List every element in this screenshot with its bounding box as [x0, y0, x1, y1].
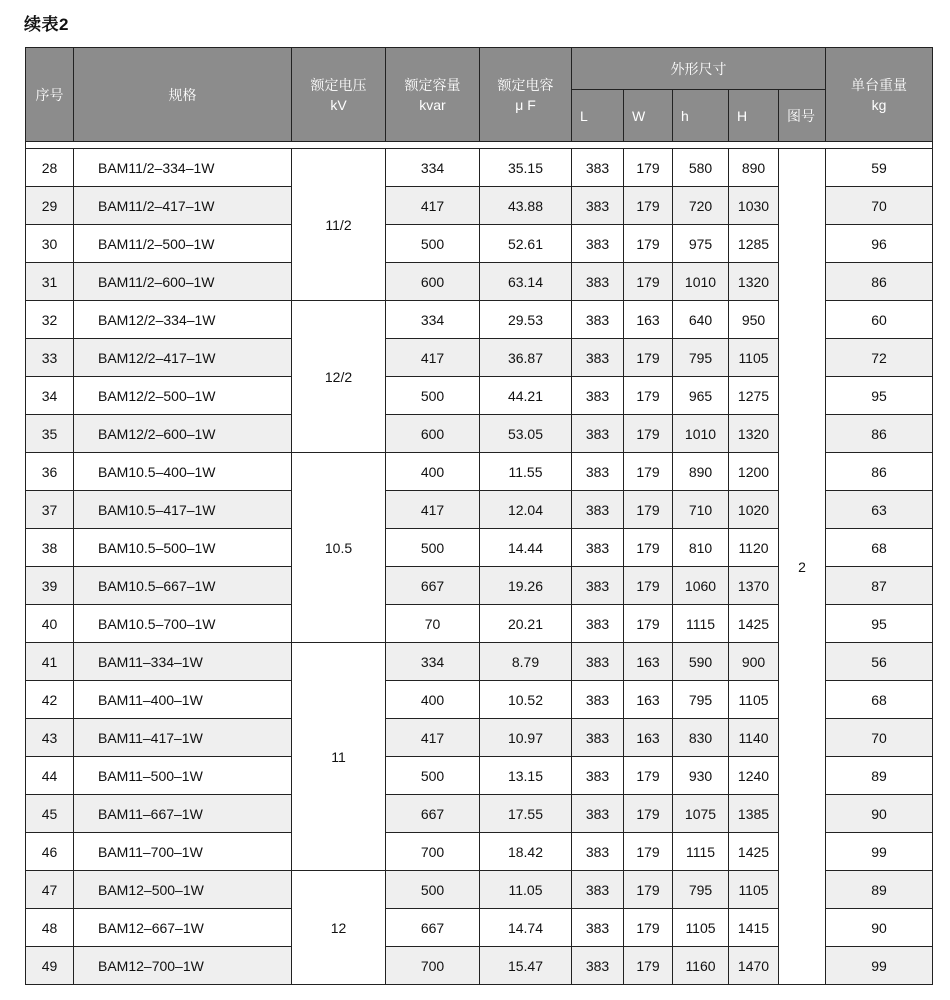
cell-spec: BAM11–667–1W [74, 795, 292, 833]
cell-seq: 33 [26, 339, 74, 377]
cell-uf: 11.55 [480, 453, 572, 491]
cell-seq: 30 [26, 225, 74, 263]
cell-kvar: 400 [386, 681, 480, 719]
header-voltage [292, 48, 386, 142]
cell-L: 383 [572, 909, 624, 947]
cell-W: 179 [624, 491, 673, 529]
cell-L: 383 [572, 947, 624, 985]
cell-weight: 90 [826, 795, 933, 833]
cell-H: 1140 [729, 719, 779, 757]
cell-L: 383 [572, 757, 624, 795]
cell-uf: 35.15 [480, 149, 572, 187]
cell-uf: 15.47 [480, 947, 572, 985]
cell-weight: 90 [826, 909, 933, 947]
cell-kvar: 70 [386, 605, 480, 643]
header-capacitance-unit: μ F [515, 96, 536, 113]
cell-weight: 56 [826, 643, 933, 681]
cell-h: 1075 [673, 795, 729, 833]
cell-H: 1240 [729, 757, 779, 795]
cell-spec: BAM10.5–700–1W [74, 605, 292, 643]
cell-uf: 14.44 [480, 529, 572, 567]
cell-h: 1010 [673, 415, 729, 453]
header-W: W [624, 90, 673, 142]
spec-table [25, 47, 933, 985]
cell-seq: 28 [26, 149, 74, 187]
cell-h: 1060 [673, 567, 729, 605]
cell-weight: 70 [826, 719, 933, 757]
cell-L: 383 [572, 263, 624, 301]
cell-h: 830 [673, 719, 729, 757]
cell-kvar: 334 [386, 643, 480, 681]
cell-spec: BAM12–700–1W [74, 947, 292, 985]
cell-figure-number: 2 [779, 149, 826, 985]
cell-h: 710 [673, 491, 729, 529]
cell-W: 179 [624, 833, 673, 871]
cell-W: 163 [624, 719, 673, 757]
cell-seq: 35 [26, 415, 74, 453]
cell-spec: BAM10.5–667–1W [74, 567, 292, 605]
header-weight [826, 48, 933, 142]
cell-h: 1115 [673, 833, 729, 871]
cell-h: 590 [673, 643, 729, 681]
header-capacitance [480, 48, 572, 142]
cell-kvar: 600 [386, 263, 480, 301]
table-body [26, 149, 933, 985]
cell-kvar: 500 [386, 529, 480, 567]
cell-h: 965 [673, 377, 729, 415]
cell-W: 179 [624, 415, 673, 453]
cell-kvar: 667 [386, 909, 480, 947]
cell-spec: BAM11/2–334–1W [74, 149, 292, 187]
cell-seq: 41 [26, 643, 74, 681]
cell-h: 795 [673, 681, 729, 719]
cell-voltage: 12/2 [292, 301, 386, 453]
cell-H: 1105 [729, 339, 779, 377]
header-L: L [572, 90, 624, 142]
cell-h: 810 [673, 529, 729, 567]
cell-W: 163 [624, 301, 673, 339]
cell-spec: BAM11–500–1W [74, 757, 292, 795]
cell-weight: 87 [826, 567, 933, 605]
cell-h: 1105 [673, 909, 729, 947]
cell-h: 1010 [673, 263, 729, 301]
cell-uf: 43.88 [480, 187, 572, 225]
cell-uf: 8.79 [480, 643, 572, 681]
cell-uf: 11.05 [480, 871, 572, 909]
cell-H: 1425 [729, 833, 779, 871]
cell-uf: 18.42 [480, 833, 572, 871]
cell-spec: BAM12/2–334–1W [74, 301, 292, 339]
cell-kvar: 500 [386, 377, 480, 415]
cell-h: 930 [673, 757, 729, 795]
cell-uf: 14.74 [480, 909, 572, 947]
cell-H: 1030 [729, 187, 779, 225]
cell-L: 383 [572, 301, 624, 339]
cell-spec: BAM12/2–600–1W [74, 415, 292, 453]
header-voltage-label: 额定电压 [310, 76, 367, 93]
cell-H: 890 [729, 149, 779, 187]
cell-seq: 44 [26, 757, 74, 795]
cell-W: 179 [624, 377, 673, 415]
header-capacity-unit: kvar [419, 96, 446, 113]
header-voltage-unit: kV [330, 96, 347, 113]
cell-spec: BAM11–334–1W [74, 643, 292, 681]
cell-L: 383 [572, 491, 624, 529]
header-seq: 序号 [26, 48, 74, 142]
cell-spec: BAM12/2–500–1W [74, 377, 292, 415]
cell-H: 900 [729, 643, 779, 681]
cell-L: 383 [572, 795, 624, 833]
cell-kvar: 400 [386, 453, 480, 491]
cell-W: 163 [624, 643, 673, 681]
cell-kvar: 334 [386, 149, 480, 187]
cell-W: 179 [624, 757, 673, 795]
cell-spec: BAM11–700–1W [74, 833, 292, 871]
cell-kvar: 500 [386, 757, 480, 795]
header-capacitance-label: 额定电容 [497, 76, 554, 93]
cell-weight: 99 [826, 947, 933, 985]
cell-L: 383 [572, 833, 624, 871]
cell-W: 179 [624, 529, 673, 567]
cell-h: 580 [673, 149, 729, 187]
cell-weight: 95 [826, 377, 933, 415]
cell-H: 1320 [729, 415, 779, 453]
cell-weight: 68 [826, 529, 933, 567]
cell-weight: 99 [826, 833, 933, 871]
cell-weight: 59 [826, 149, 933, 187]
cell-L: 383 [572, 149, 624, 187]
cell-kvar: 500 [386, 871, 480, 909]
cell-h: 640 [673, 301, 729, 339]
cell-uf: 52.61 [480, 225, 572, 263]
cell-weight: 70 [826, 187, 933, 225]
cell-L: 383 [572, 567, 624, 605]
cell-uf: 12.04 [480, 491, 572, 529]
cell-L: 383 [572, 453, 624, 491]
header-gap [26, 142, 933, 149]
table-header [26, 48, 933, 142]
cell-seq: 40 [26, 605, 74, 643]
cell-weight: 89 [826, 871, 933, 909]
cell-seq: 47 [26, 871, 74, 909]
cell-weight: 68 [826, 681, 933, 719]
cell-spec: BAM11/2–417–1W [74, 187, 292, 225]
cell-seq: 43 [26, 719, 74, 757]
cell-kvar: 417 [386, 719, 480, 757]
cell-weight: 86 [826, 415, 933, 453]
cell-spec: BAM11/2–600–1W [74, 263, 292, 301]
cell-L: 383 [572, 377, 624, 415]
cell-H: 1105 [729, 681, 779, 719]
cell-h: 1115 [673, 605, 729, 643]
cell-weight: 63 [826, 491, 933, 529]
cell-uf: 36.87 [480, 339, 572, 377]
cell-L: 383 [572, 871, 624, 909]
cell-W: 179 [624, 605, 673, 643]
cell-kvar: 667 [386, 567, 480, 605]
cell-L: 383 [572, 225, 624, 263]
cell-seq: 49 [26, 947, 74, 985]
cell-uf: 10.97 [480, 719, 572, 757]
header-weight-unit: kg [871, 96, 887, 113]
cell-weight: 72 [826, 339, 933, 377]
cell-W: 179 [624, 909, 673, 947]
cell-spec: BAM12–667–1W [74, 909, 292, 947]
cell-voltage: 11 [292, 643, 386, 871]
cell-h: 795 [673, 871, 729, 909]
cell-L: 383 [572, 643, 624, 681]
cell-spec: BAM10.5–500–1W [74, 529, 292, 567]
cell-uf: 29.53 [480, 301, 572, 339]
cell-kvar: 667 [386, 795, 480, 833]
cell-W: 179 [624, 947, 673, 985]
cell-h: 1160 [673, 947, 729, 985]
cell-kvar: 500 [386, 225, 480, 263]
cell-h: 720 [673, 187, 729, 225]
cell-L: 383 [572, 339, 624, 377]
cell-seq: 34 [26, 377, 74, 415]
cell-seq: 29 [26, 187, 74, 225]
cell-uf: 53.05 [480, 415, 572, 453]
cell-kvar: 417 [386, 339, 480, 377]
cell-weight: 86 [826, 453, 933, 491]
header-fig: 图号 [779, 90, 826, 142]
cell-L: 383 [572, 415, 624, 453]
cell-W: 179 [624, 453, 673, 491]
header-H: H [729, 90, 779, 142]
cell-W: 179 [624, 339, 673, 377]
header-capacity-label: 额定容量 [404, 76, 461, 93]
cell-weight: 60 [826, 301, 933, 339]
cell-weight: 96 [826, 225, 933, 263]
cell-voltage: 12 [292, 871, 386, 985]
cell-seq: 46 [26, 833, 74, 871]
cell-spec: BAM10.5–400–1W [74, 453, 292, 491]
cell-W: 179 [624, 263, 673, 301]
cell-H: 1120 [729, 529, 779, 567]
cell-H: 1415 [729, 909, 779, 947]
cell-kvar: 700 [386, 833, 480, 871]
cell-voltage: 10.5 [292, 453, 386, 643]
cell-spec: BAM11/2–500–1W [74, 225, 292, 263]
cell-H: 1320 [729, 263, 779, 301]
cell-kvar: 417 [386, 187, 480, 225]
cell-weight: 89 [826, 757, 933, 795]
cell-seq: 36 [26, 453, 74, 491]
cell-spec: BAM11–417–1W [74, 719, 292, 757]
cell-uf: 17.55 [480, 795, 572, 833]
cell-seq: 38 [26, 529, 74, 567]
cell-H: 950 [729, 301, 779, 339]
cell-H: 1275 [729, 377, 779, 415]
cell-H: 1385 [729, 795, 779, 833]
cell-spec: BAM12/2–417–1W [74, 339, 292, 377]
cell-uf: 19.26 [480, 567, 572, 605]
table-title: 续表2 [24, 15, 69, 34]
cell-H: 1425 [729, 605, 779, 643]
cell-W: 179 [624, 871, 673, 909]
cell-h: 890 [673, 453, 729, 491]
cell-L: 383 [572, 605, 624, 643]
cell-weight: 95 [826, 605, 933, 643]
cell-uf: 10.52 [480, 681, 572, 719]
header-h: h [673, 90, 729, 142]
cell-seq: 32 [26, 301, 74, 339]
cell-kvar: 700 [386, 947, 480, 985]
header-dims: 外形尺寸 [572, 48, 826, 90]
cell-seq: 31 [26, 263, 74, 301]
cell-kvar: 417 [386, 491, 480, 529]
cell-W: 179 [624, 187, 673, 225]
cell-L: 383 [572, 187, 624, 225]
cell-spec: BAM11–400–1W [74, 681, 292, 719]
cell-W: 179 [624, 149, 673, 187]
cell-H: 1370 [729, 567, 779, 605]
cell-W: 179 [624, 225, 673, 263]
cell-seq: 48 [26, 909, 74, 947]
cell-seq: 45 [26, 795, 74, 833]
cell-H: 1470 [729, 947, 779, 985]
cell-uf: 20.21 [480, 605, 572, 643]
cell-spec: BAM10.5–417–1W [74, 491, 292, 529]
header-spec: 规格 [74, 48, 292, 142]
cell-weight: 86 [826, 263, 933, 301]
cell-seq: 39 [26, 567, 74, 605]
cell-h: 795 [673, 339, 729, 377]
cell-voltage: 11/2 [292, 149, 386, 301]
cell-H: 1105 [729, 871, 779, 909]
cell-L: 383 [572, 681, 624, 719]
cell-h: 975 [673, 225, 729, 263]
cell-W: 163 [624, 681, 673, 719]
cell-seq: 42 [26, 681, 74, 719]
cell-spec: BAM12–500–1W [74, 871, 292, 909]
cell-L: 383 [572, 719, 624, 757]
header-weight-label: 单台重量 [851, 76, 908, 93]
cell-uf: 13.15 [480, 757, 572, 795]
cell-kvar: 600 [386, 415, 480, 453]
cell-H: 1285 [729, 225, 779, 263]
table-row [26, 149, 933, 187]
cell-seq: 37 [26, 491, 74, 529]
cell-uf: 44.21 [480, 377, 572, 415]
cell-H: 1200 [729, 453, 779, 491]
cell-W: 179 [624, 567, 673, 605]
cell-kvar: 334 [386, 301, 480, 339]
cell-H: 1020 [729, 491, 779, 529]
header-capacity [386, 48, 480, 142]
cell-W: 179 [624, 795, 673, 833]
cell-uf: 63.14 [480, 263, 572, 301]
cell-L: 383 [572, 529, 624, 567]
